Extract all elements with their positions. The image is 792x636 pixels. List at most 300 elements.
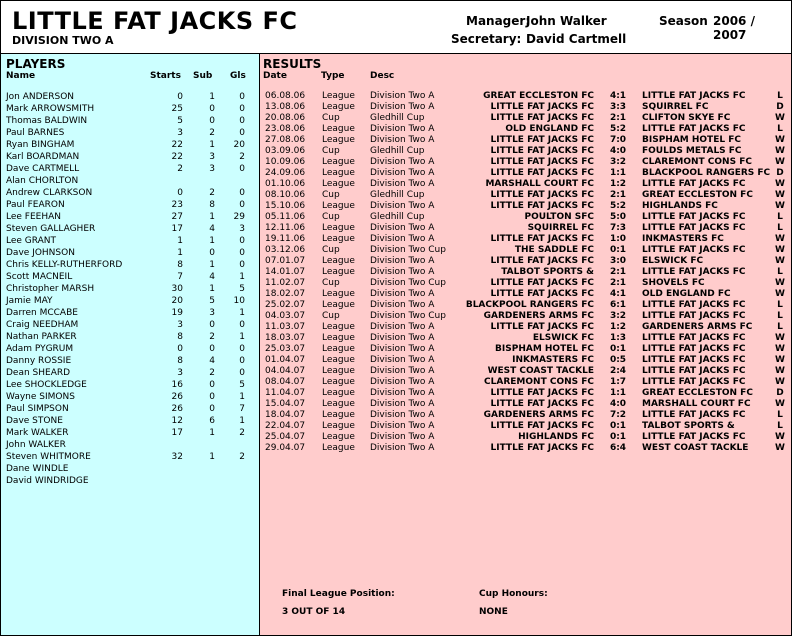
- match-type: Cup: [322, 245, 340, 255]
- match-competition: Division Two A: [370, 410, 435, 420]
- player-name: David WINDRIDGE: [6, 476, 89, 486]
- match-competition: Division Two A: [370, 179, 435, 189]
- player-row: [1, 415, 259, 427]
- match-competition: Gledhill Cup: [370, 113, 425, 123]
- match-type: League: [322, 399, 355, 409]
- player-goals: 0: [239, 188, 245, 198]
- player-starts: 3: [177, 368, 183, 378]
- match-result: W: [775, 234, 785, 244]
- result-row: [260, 113, 791, 124]
- match-score: 1:1: [609, 168, 627, 178]
- player-name: Jamie MAY: [6, 296, 53, 306]
- match-type: League: [322, 201, 355, 211]
- match-score: 2:1: [609, 113, 627, 123]
- away-team: GREAT ECCLESTON FC: [642, 388, 753, 398]
- match-date: 24.09.06: [265, 168, 306, 178]
- player-row: [1, 463, 259, 475]
- col-type: Type: [321, 71, 345, 81]
- result-row: [260, 146, 791, 157]
- player-name: Dave JOHNSON: [6, 248, 75, 258]
- player-goals: 0: [239, 92, 245, 102]
- match-type: Cup: [322, 311, 340, 321]
- match-score: 0:1: [609, 432, 627, 442]
- result-row: [260, 311, 791, 322]
- player-row: [1, 235, 259, 247]
- player-subs: 3: [209, 152, 215, 162]
- player-starts: 0: [177, 188, 183, 198]
- col-starts: Starts: [150, 71, 181, 81]
- player-name: Jon ANDERSON: [6, 92, 75, 102]
- match-competition: Gledhill Cup: [370, 190, 425, 200]
- result-row: [260, 157, 791, 168]
- match-competition: Division Two A: [370, 300, 435, 310]
- club-title: LITTLE FAT JACKS FC: [12, 7, 298, 35]
- match-score: 7:2: [609, 410, 627, 420]
- match-date: 12.11.06: [265, 223, 306, 233]
- match-score: 4:0: [609, 399, 627, 409]
- league-position-value: 3 OUT OF 14: [282, 607, 346, 617]
- player-goals: 0: [239, 260, 245, 270]
- match-score: 0:1: [609, 245, 627, 255]
- match-result: W: [775, 278, 785, 288]
- match-date: 18.03.07: [265, 333, 306, 343]
- player-row: [1, 439, 259, 451]
- away-team: LITTLE FAT JACKS FC: [642, 410, 746, 420]
- home-team: GARDENERS ARMS FC: [483, 311, 594, 321]
- player-row: [1, 223, 259, 235]
- player-starts: 16: [171, 380, 183, 390]
- home-team: LITTLE FAT JACKS FC: [490, 113, 594, 123]
- away-team: LITTLE FAT JACKS FC: [642, 223, 746, 233]
- result-row: [260, 289, 791, 300]
- home-team: LITTLE FAT JACKS FC: [490, 102, 594, 112]
- match-result: W: [775, 201, 785, 211]
- match-score: 2:1: [609, 278, 627, 288]
- match-date: 15.10.06: [265, 201, 306, 211]
- player-starts: 26: [171, 392, 183, 402]
- player-subs: 2: [209, 332, 215, 342]
- home-team: LITTLE FAT JACKS FC: [490, 190, 594, 200]
- match-date: 08.10.06: [265, 190, 306, 200]
- match-result: W: [775, 289, 785, 299]
- away-team: MARSHALL COURT FC: [642, 399, 751, 409]
- player-name: Karl BOARDMAN: [6, 152, 80, 162]
- match-date: 29.04.07: [265, 443, 306, 453]
- player-goals: 0: [239, 116, 245, 126]
- match-score: 6:1: [609, 300, 627, 310]
- col-date: Date: [263, 71, 287, 81]
- player-subs: 3: [209, 164, 215, 174]
- match-score: 0:1: [609, 344, 627, 354]
- player-subs: 0: [209, 104, 215, 114]
- match-date: 18.02.07: [265, 289, 306, 299]
- result-row: [260, 322, 791, 333]
- player-row: [1, 451, 259, 463]
- player-row: [1, 343, 259, 355]
- player-row: [1, 355, 259, 367]
- player-name: Paul FEARON: [6, 200, 65, 210]
- cup-honours-label: Cup Honours:: [479, 589, 548, 599]
- away-team: LITTLE FAT JACKS FC: [642, 366, 746, 376]
- player-name: Steven GALLAGHER: [6, 224, 96, 234]
- match-result: L: [777, 124, 783, 134]
- player-name: Dean SHEARD: [6, 368, 71, 378]
- match-score: 3:0: [609, 256, 627, 266]
- match-date: 08.04.07: [265, 377, 306, 387]
- match-date: 05.11.06: [265, 212, 306, 222]
- player-name: Dave STONE: [6, 416, 63, 426]
- secretary-name: David Cartmell: [526, 32, 627, 46]
- match-result: W: [775, 146, 785, 156]
- player-goals: 5: [239, 284, 245, 294]
- match-competition: Division Two A: [370, 91, 435, 101]
- cup-honours-value: NONE: [479, 607, 508, 617]
- result-row: [260, 234, 791, 245]
- result-row: [260, 135, 791, 146]
- player-name: Mark WALKER: [6, 428, 69, 438]
- match-result: D: [776, 102, 784, 112]
- match-competition: Division Two A: [370, 168, 435, 178]
- player-row: [1, 151, 259, 163]
- match-type: League: [322, 223, 355, 233]
- match-competition: Division Two A: [370, 135, 435, 145]
- player-starts: 23: [171, 200, 183, 210]
- match-type: Cup: [322, 113, 340, 123]
- match-result: L: [777, 311, 783, 321]
- player-name: Thomas BALDWIN: [6, 116, 88, 126]
- match-competition: Division Two A: [370, 421, 435, 431]
- match-date: 25.03.07: [265, 344, 306, 354]
- match-date: 01.10.06: [265, 179, 306, 189]
- result-row: [260, 278, 791, 289]
- player-starts: 3: [177, 128, 183, 138]
- player-name: Adam PYGRUM: [6, 344, 74, 354]
- match-score: 4:1: [609, 289, 627, 299]
- home-team: OLD ENGLAND FC: [505, 124, 594, 134]
- player-goals: 1: [239, 308, 245, 318]
- player-goals: 7: [239, 404, 245, 414]
- away-team: LITTLE FAT JACKS FC: [642, 245, 746, 255]
- home-team: LITTLE FAT JACKS FC: [490, 234, 594, 244]
- match-score: 6:4: [609, 443, 627, 453]
- away-team: LITTLE FAT JACKS FC: [642, 212, 746, 222]
- match-competition: Division Two A: [370, 201, 435, 211]
- match-competition: Division Two A: [370, 344, 435, 354]
- player-starts: 12: [171, 416, 183, 426]
- match-score: 4:1: [609, 91, 627, 101]
- match-result: W: [775, 113, 785, 123]
- player-row: [1, 103, 259, 115]
- away-team: BISPHAM HOTEL FC: [642, 135, 741, 145]
- player-goals: 0: [239, 200, 245, 210]
- player-subs: 1: [209, 92, 215, 102]
- player-subs: 3: [209, 308, 215, 318]
- player-row: [1, 247, 259, 259]
- player-name: Paul BARNES: [6, 128, 65, 138]
- player-subs: 0: [209, 404, 215, 414]
- match-score: 4:0: [609, 146, 627, 156]
- player-starts: 25: [171, 104, 183, 114]
- result-row: [260, 344, 791, 355]
- player-starts: 5: [177, 116, 183, 126]
- match-score: 7:3: [609, 223, 627, 233]
- player-row: [1, 427, 259, 439]
- secretary-label: Secretary:: [451, 32, 522, 46]
- match-result: W: [775, 355, 785, 365]
- result-row: [260, 421, 791, 432]
- home-team: LITTLE FAT JACKS FC: [490, 146, 594, 156]
- player-name: John WALKER: [6, 440, 66, 450]
- home-team: LITTLE FAT JACKS FC: [490, 168, 594, 178]
- player-subs: 6: [209, 416, 215, 426]
- home-team: LITTLE FAT JACKS FC: [490, 256, 594, 266]
- result-row: [260, 410, 791, 421]
- player-starts: 22: [171, 152, 183, 162]
- away-team: LITTLE FAT JACKS FC: [642, 333, 746, 343]
- home-team: BISPHAM HOTEL FC: [495, 344, 594, 354]
- match-date: 18.04.07: [265, 410, 306, 420]
- match-result: W: [775, 256, 785, 266]
- match-date: 27.08.06: [265, 135, 306, 145]
- match-type: League: [322, 135, 355, 145]
- player-subs: 1: [209, 140, 215, 150]
- player-subs: 5: [209, 296, 215, 306]
- page-header: [1, 1, 791, 54]
- player-name: Danny ROSSIE: [6, 356, 72, 366]
- result-row: [260, 168, 791, 179]
- match-date: 25.02.07: [265, 300, 306, 310]
- player-starts: 20: [171, 296, 183, 306]
- match-date: 22.04.07: [265, 421, 306, 431]
- player-subs: 1: [209, 236, 215, 246]
- match-competition: Division Two A: [370, 443, 435, 453]
- player-starts: 32: [171, 452, 183, 462]
- result-row: [260, 267, 791, 278]
- home-team: LITTLE FAT JACKS FC: [490, 289, 594, 299]
- player-starts: 0: [177, 344, 183, 354]
- home-team: LITTLE FAT JACKS FC: [490, 322, 594, 332]
- match-score: 3:2: [609, 311, 627, 321]
- match-date: 11.03.07: [265, 322, 306, 332]
- result-row: [260, 201, 791, 212]
- match-score: 1:7: [609, 377, 627, 387]
- match-competition: Division Two A: [370, 102, 435, 112]
- player-name: Scott MACNEIL: [6, 272, 73, 282]
- match-date: 11.04.07: [265, 388, 306, 398]
- player-goals: 0: [239, 368, 245, 378]
- result-row: [260, 179, 791, 190]
- player-goals: 0: [239, 128, 245, 138]
- home-team: LITTLE FAT JACKS FC: [490, 135, 594, 145]
- col-sub: Sub: [193, 71, 213, 81]
- match-competition: Division Two A: [370, 157, 435, 167]
- match-date: 07.01.07: [265, 256, 306, 266]
- player-starts: 1: [177, 248, 183, 258]
- player-goals: 1: [239, 272, 245, 282]
- player-goals: 0: [239, 344, 245, 354]
- player-name: Darren MCCABE: [6, 308, 78, 318]
- manager-name: John Walker: [526, 14, 607, 28]
- away-team: GREAT ECCLESTON FC: [642, 190, 753, 200]
- player-subs: 0: [209, 320, 215, 330]
- match-score: 3:3: [609, 102, 627, 112]
- player-row: [1, 163, 259, 175]
- match-type: League: [322, 157, 355, 167]
- home-team: TALBOT SPORTS &: [501, 267, 594, 277]
- home-team: GREAT ECCLESTON FC: [483, 91, 594, 101]
- result-row: [260, 366, 791, 377]
- result-row: [260, 91, 791, 102]
- match-date: 15.04.07: [265, 399, 306, 409]
- player-row: [1, 115, 259, 127]
- match-result: D: [776, 168, 784, 178]
- match-result: L: [777, 421, 783, 431]
- match-type: League: [322, 410, 355, 420]
- player-goals: 3: [239, 224, 245, 234]
- match-score: 0:5: [609, 355, 627, 365]
- match-result: W: [775, 135, 785, 145]
- away-team: HIGHLANDS FC: [642, 201, 718, 211]
- result-row: [260, 300, 791, 311]
- match-result: W: [775, 344, 785, 354]
- result-row: [260, 399, 791, 410]
- match-score: 5:2: [609, 201, 627, 211]
- player-row: [1, 307, 259, 319]
- player-name: Dane WINDLE: [6, 464, 69, 474]
- player-row: [1, 199, 259, 211]
- player-goals: 1: [239, 416, 245, 426]
- player-subs: 8: [209, 200, 215, 210]
- player-subs: 4: [209, 356, 215, 366]
- match-score: 2:1: [609, 190, 627, 200]
- away-team: LITTLE FAT JACKS FC: [642, 432, 746, 442]
- home-team: LITTLE FAT JACKS FC: [490, 157, 594, 167]
- player-row: [1, 175, 259, 187]
- player-row: [1, 295, 259, 307]
- match-date: 04.04.07: [265, 366, 306, 376]
- home-team: HIGHLANDS FC: [518, 432, 594, 442]
- player-goals: 2: [239, 152, 245, 162]
- match-competition: Division Two A: [370, 289, 435, 299]
- result-row: [260, 388, 791, 399]
- away-team: GARDENERS ARMS FC: [642, 322, 753, 332]
- home-team: WEST COAST TACKLE: [487, 366, 594, 376]
- match-type: League: [322, 344, 355, 354]
- match-date: 03.12.06: [265, 245, 306, 255]
- match-competition: Division Two Cup: [370, 278, 446, 288]
- player-row: [1, 139, 259, 151]
- match-score: 1:3: [609, 333, 627, 343]
- match-type: League: [322, 443, 355, 453]
- match-date: 03.09.06: [265, 146, 306, 156]
- away-team: LITTLE FAT JACKS FC: [642, 91, 746, 101]
- away-team: LITTLE FAT JACKS FC: [642, 344, 746, 354]
- player-goals: 29: [233, 212, 245, 222]
- match-type: League: [322, 377, 355, 387]
- player-starts: 7: [177, 272, 183, 282]
- season-value: 2006 / 2007: [713, 14, 755, 42]
- player-goals: 20: [233, 140, 245, 150]
- player-starts: 17: [171, 428, 183, 438]
- result-row: [260, 190, 791, 201]
- match-score: 1:2: [609, 322, 627, 332]
- player-name: Andrew CLARKSON: [6, 188, 93, 198]
- player-row: [1, 283, 259, 295]
- match-score: 3:2: [609, 157, 627, 167]
- player-row: [1, 331, 259, 343]
- home-team: ELSWICK FC: [532, 333, 594, 343]
- results-title: RESULTS: [263, 57, 322, 71]
- home-team: LITTLE FAT JACKS FC: [490, 421, 594, 431]
- match-competition: Division Two A: [370, 256, 435, 266]
- match-type: League: [322, 300, 355, 310]
- match-type: League: [322, 124, 355, 134]
- player-name: Nathan PARKER: [6, 332, 77, 342]
- away-team: SHOVELS FC: [642, 278, 705, 288]
- match-result: L: [777, 322, 783, 332]
- player-starts: 2: [177, 164, 183, 174]
- col-goals: Gls: [230, 71, 246, 81]
- player-row: [1, 319, 259, 331]
- home-team: LITTLE FAT JACKS FC: [490, 443, 594, 453]
- player-goals: 2: [239, 428, 245, 438]
- player-subs: 1: [209, 260, 215, 270]
- player-starts: 22: [171, 140, 183, 150]
- player-subs: 0: [209, 116, 215, 126]
- player-starts: 17: [171, 224, 183, 234]
- match-result: L: [777, 300, 783, 310]
- match-result: W: [775, 333, 785, 343]
- result-row: [260, 124, 791, 135]
- result-row: [260, 212, 791, 223]
- match-score: 2:1: [609, 267, 627, 277]
- match-type: Cup: [322, 146, 340, 156]
- match-type: League: [322, 256, 355, 266]
- away-team: ELSWICK FC: [642, 256, 704, 266]
- player-name: Lee FEEHAN: [6, 212, 61, 222]
- match-score: 1:1: [609, 388, 627, 398]
- match-competition: Gledhill Cup: [370, 212, 425, 222]
- player-row: [1, 211, 259, 223]
- match-result: W: [775, 399, 785, 409]
- player-subs: 0: [209, 248, 215, 258]
- player-goals: 0: [239, 164, 245, 174]
- season-label: Season: [659, 14, 708, 28]
- away-team: LITTLE FAT JACKS FC: [642, 300, 746, 310]
- player-goals: 0: [239, 320, 245, 330]
- match-date: 11.02.07: [265, 278, 306, 288]
- home-team: BLACKPOOL RANGERS FC: [465, 300, 594, 310]
- match-competition: Division Two Cup: [370, 311, 446, 321]
- match-competition: Division Two A: [370, 377, 435, 387]
- match-type: League: [322, 322, 355, 332]
- division-label: DIVISION TWO A: [12, 34, 114, 47]
- away-team: WEST COAST TACKLE: [642, 443, 749, 453]
- player-subs: 0: [209, 380, 215, 390]
- players-panel: [1, 54, 260, 635]
- home-team: GARDENERS ARMS FC: [483, 410, 594, 420]
- player-starts: 27: [171, 212, 183, 222]
- result-row: [260, 377, 791, 388]
- match-result: L: [777, 91, 783, 101]
- player-subs: 1: [209, 284, 215, 294]
- away-team: LITTLE FAT JACKS FC: [642, 124, 746, 134]
- player-row: [1, 367, 259, 379]
- manager-label: Manager:: [466, 14, 531, 28]
- player-row: [1, 127, 259, 139]
- match-date: 04.03.07: [265, 311, 306, 321]
- results-panel: [260, 54, 791, 635]
